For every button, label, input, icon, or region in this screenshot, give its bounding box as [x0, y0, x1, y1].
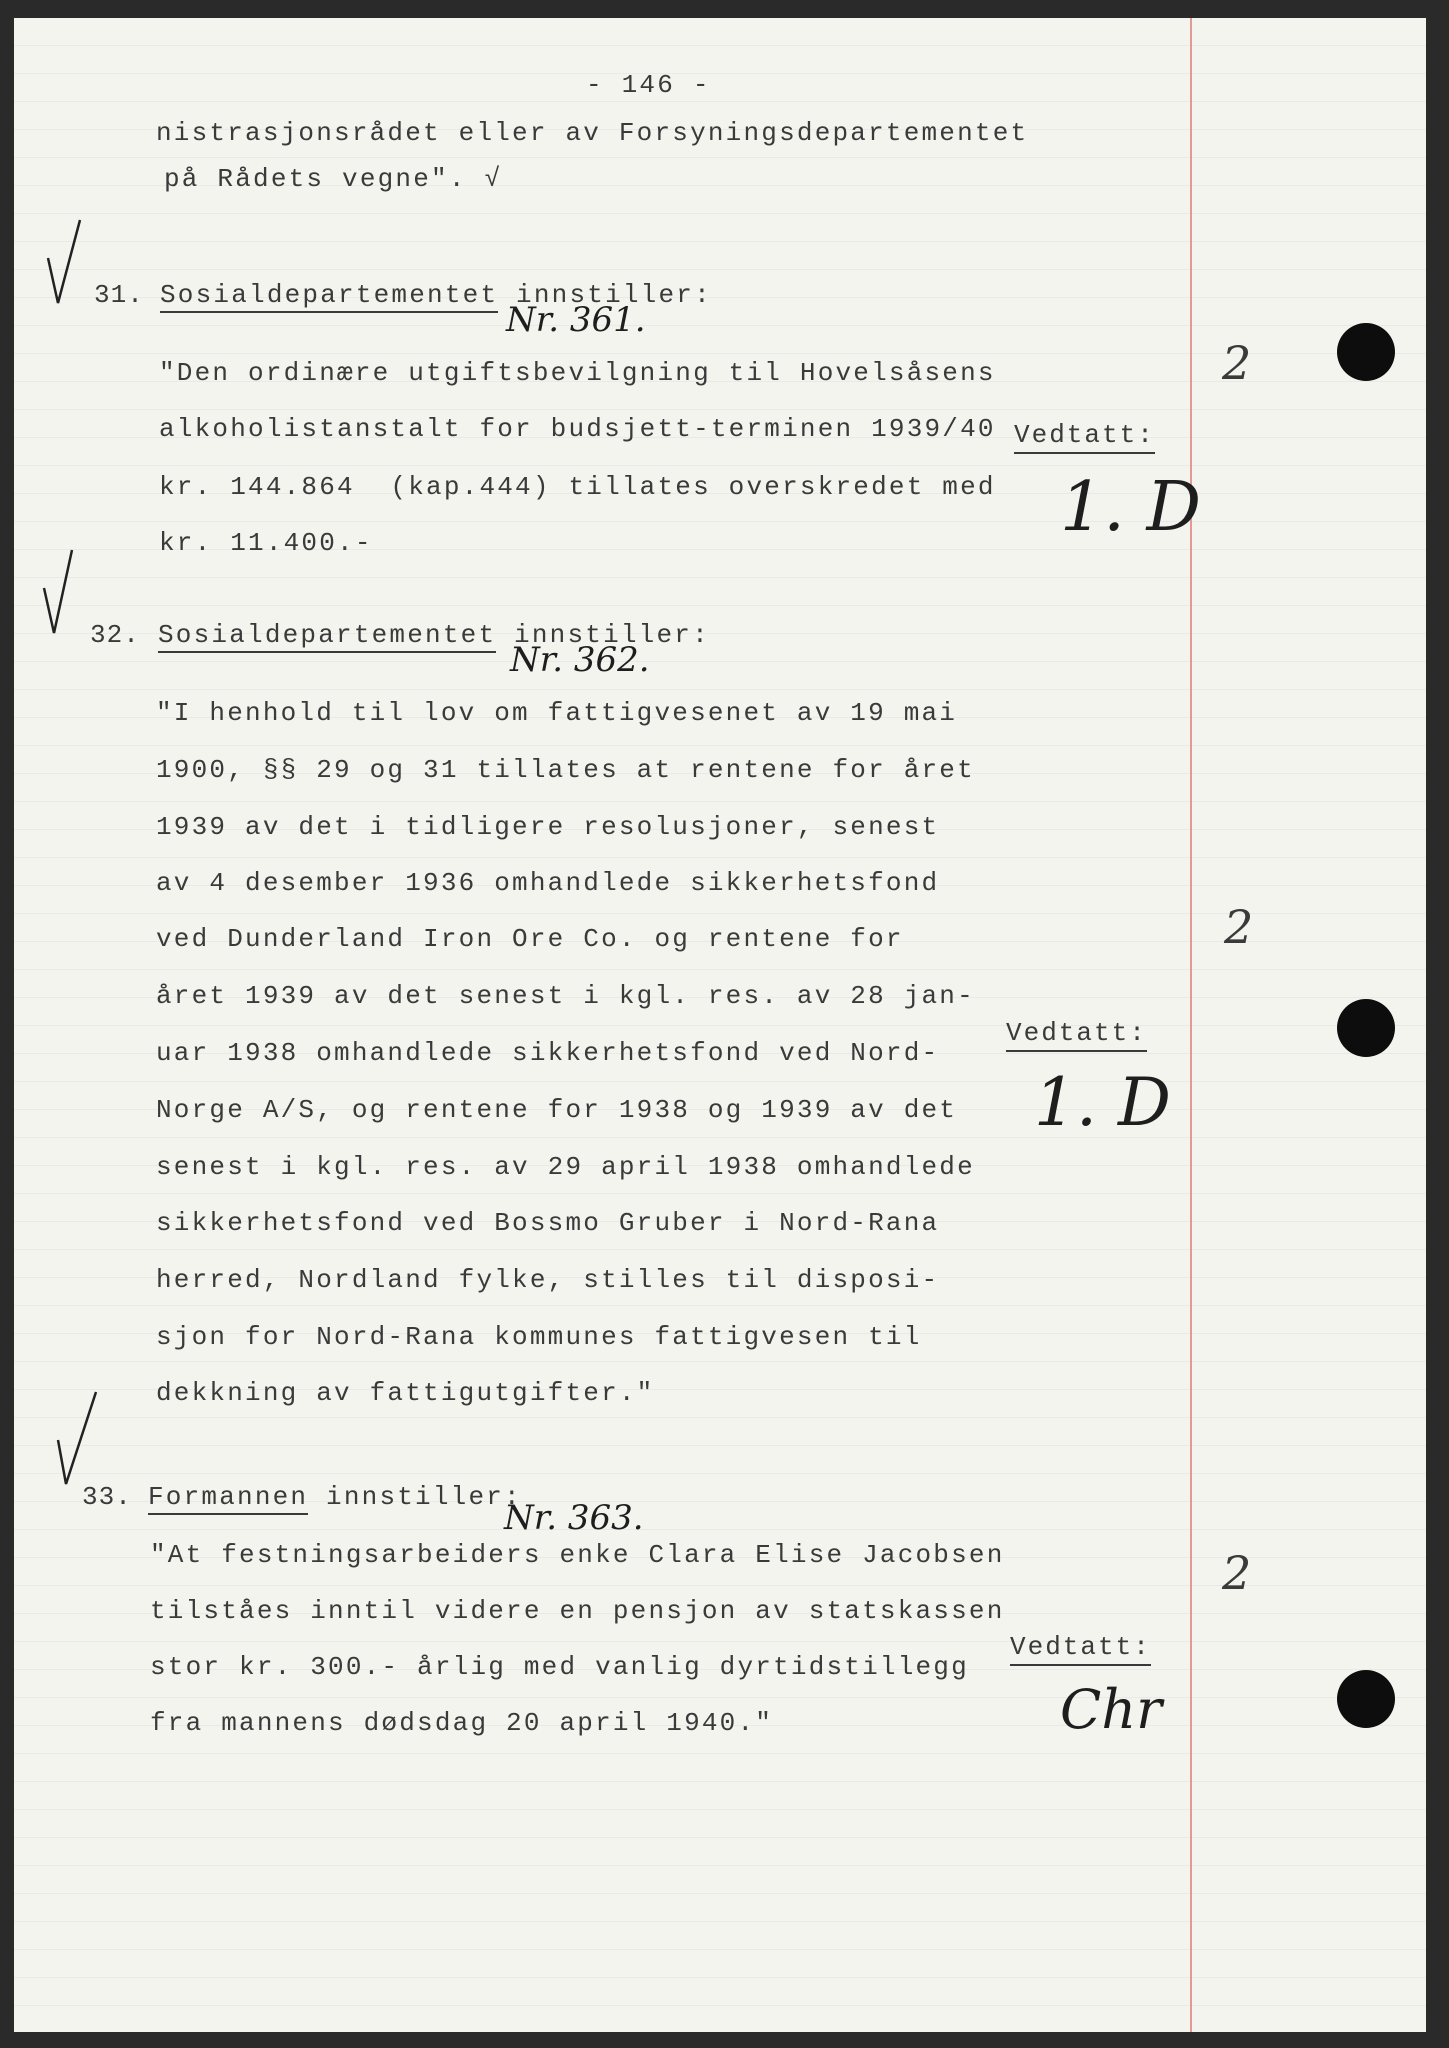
margin-mark: 2: [1222, 1546, 1252, 1600]
item-text-line: 1939 av det i tidligere resolusjoner, senest: [156, 812, 940, 842]
signature: 1. D: [1034, 1064, 1171, 1141]
punch-hole: [1337, 999, 1395, 1057]
punch-hole: [1337, 1670, 1395, 1728]
item-text-line: kr. 11.400.-: [159, 528, 373, 558]
item-number: 32.: [90, 620, 140, 650]
case-number: Nr. 362.: [510, 640, 650, 680]
item-heading-suffix: innstiller:: [498, 280, 712, 310]
intro-line: nistrasjonsrådet eller av Forsyningsdepartementet: [156, 118, 1029, 148]
item-heading-suffix: innstiller:: [308, 1482, 522, 1512]
item-heading-suffix: innstiller:: [496, 620, 710, 650]
intro-line: på Rådets vegne". √: [164, 164, 503, 194]
checkmark-icon: [56, 1390, 102, 1490]
item-heading-dept: Sosialdepartementet: [158, 620, 496, 653]
item-text-line: "I henhold til lov om fattigvesenet av 19 mai: [156, 698, 958, 728]
item-text-line: sikkerhetsfond ved Bossmo Gruber i Nord-Rana: [156, 1208, 940, 1238]
vedtatt-label: Vedtatt:: [1014, 420, 1155, 454]
item-heading-dept: Sosialdepartementet: [160, 280, 498, 313]
item-text-line: sjon for Nord-Rana kommunes fattigvesen til: [156, 1322, 922, 1352]
margin-mark: 2: [1224, 900, 1254, 954]
signature: 1. D: [1060, 468, 1202, 547]
margin-rule: [1190, 18, 1192, 2032]
vedtatt-label: Vedtatt:: [1010, 1632, 1151, 1666]
item-text-line: kr. 144.864 (kap.444) tillates overskredet med: [159, 472, 996, 502]
punch-hole: [1337, 323, 1395, 381]
page-number: - 146 -: [586, 70, 711, 100]
item-text-line: uar 1938 omhandlede sikkerhetsfond ved Nord-: [156, 1038, 940, 1068]
item-text-line: tilståes inntil videre en pensjon av statskassen: [150, 1596, 1005, 1626]
item-text-line: dekkning av fattigutgifter.": [156, 1378, 655, 1408]
item-text-line: senest i kgl. res. av 29 april 1938 omhandlede: [156, 1152, 975, 1182]
case-number: Nr. 361.: [506, 300, 646, 340]
item-text-line: ved Dunderland Iron Ore Co. og rentene for: [156, 924, 904, 954]
item-text-line: året 1939 av det senest i kgl. res. av 28 jan-: [156, 981, 975, 1011]
checkmark-icon: [42, 548, 82, 638]
checkmark-icon: [46, 218, 86, 308]
item-text-line: alkoholistanstalt for budsjett-terminen 1939/40: [159, 414, 996, 444]
item-text-line: fra mannens dødsdag 20 april 1940.": [150, 1708, 774, 1738]
vedtatt-label: Vedtatt:: [1006, 1018, 1147, 1052]
item-text-line: Norge A/S, og rentene for 1938 og 1939 av det: [156, 1095, 958, 1125]
signature: Chr: [1060, 1678, 1162, 1741]
item-text-line: herred, Nordland fylke, stilles til disposi-: [156, 1265, 940, 1295]
item-number: 31.: [94, 280, 144, 310]
margin-mark: 2: [1222, 336, 1252, 390]
item-text-line: av 4 desember 1936 omhandlede sikkerhetsfond: [156, 868, 940, 898]
item-heading-dept: Formannen: [148, 1482, 308, 1515]
item-text-line: stor kr. 300.- årlig med vanlig dyrtidstillegg: [150, 1652, 969, 1682]
item-number: 33.: [82, 1482, 132, 1512]
item-text-line: 1900, §§ 29 og 31 tillates at rentene for året: [156, 755, 975, 785]
item-heading: [148, 1482, 522, 1512]
item-text-line: "Den ordinære utgiftsbevilgning til Hovelsåsens: [159, 358, 996, 388]
case-number: Nr. 363.: [504, 1498, 644, 1538]
document-page: [14, 18, 1426, 2032]
item-text-line: "At festningsarbeiders enke Clara Elise Jacobsen: [150, 1540, 1005, 1570]
